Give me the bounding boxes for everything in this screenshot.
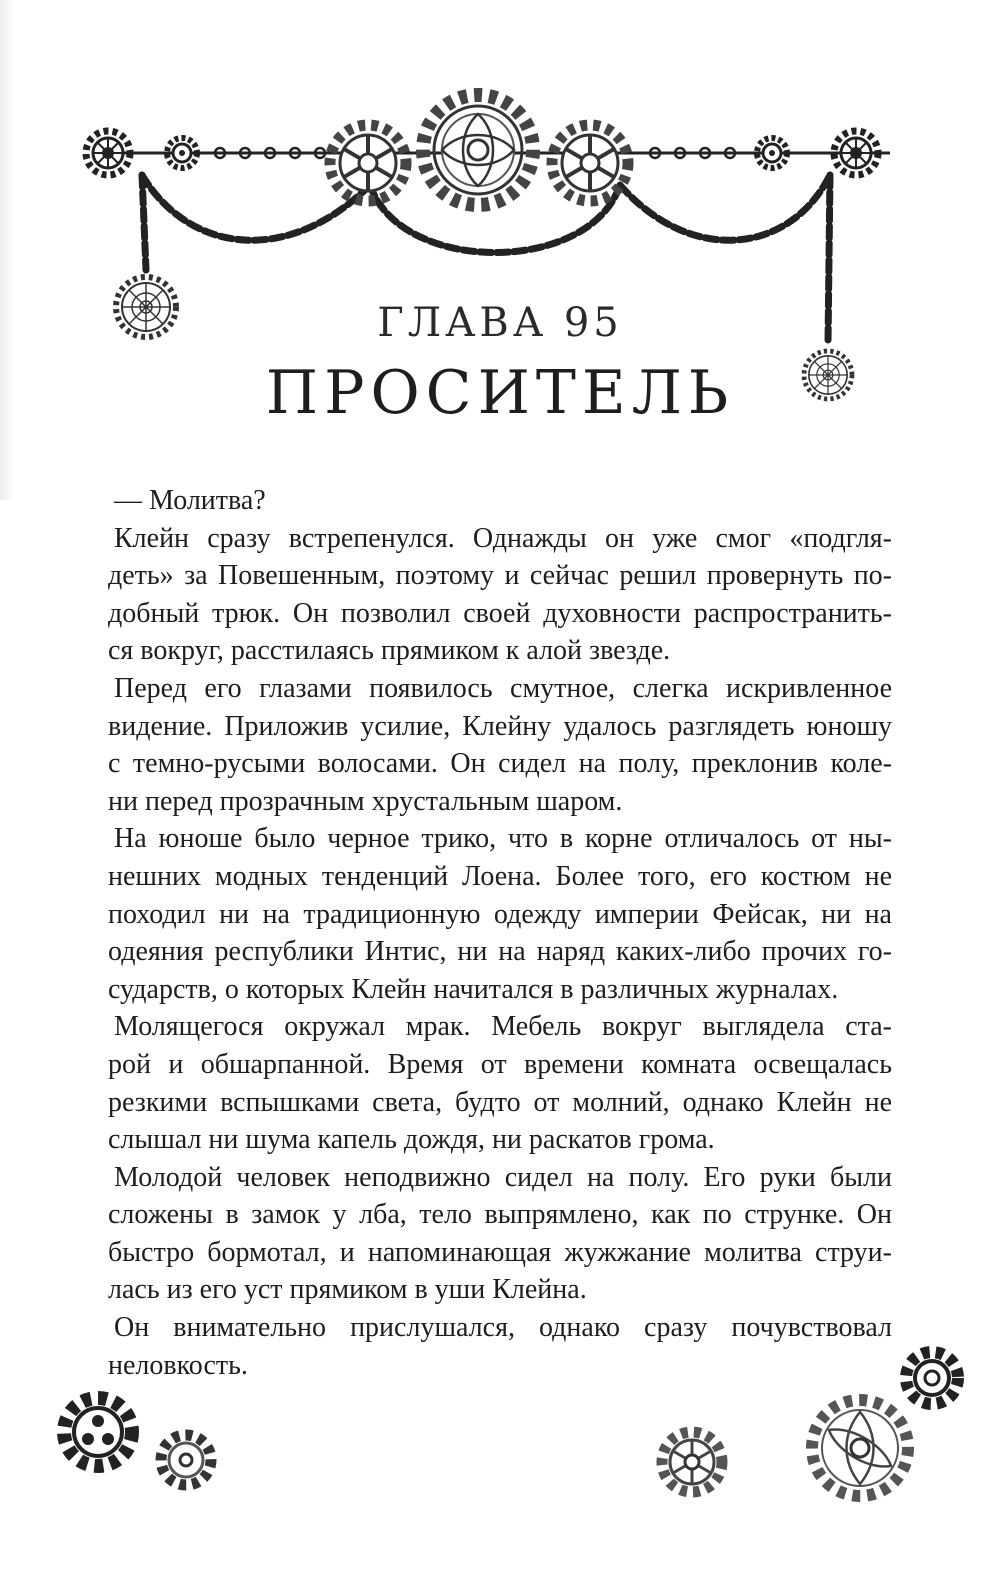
text-line: резкими вспышками света, будто от молний, однако Клейн не	[108, 1086, 892, 1118]
chapter-body	[108, 482, 892, 1384]
text-line: добный трюк. Он позволил своей духовности распространить-	[108, 597, 892, 629]
text-line: Клейн сразу встрепенулся. Однажды он уже смог «подгля-	[114, 522, 892, 554]
text-line: Перед его глазами появилось смутное, слегка искривленное	[114, 672, 892, 704]
text-line: ни перед прозрачным хрустальным шаром.	[108, 785, 623, 817]
text-line: лась из его уст прямиком в уши Клейна.	[108, 1274, 587, 1306]
text-line: видение. Приложив усилие, Клейну удалось разглядеть юношу	[108, 710, 892, 742]
text-line: рой и обшарпанной. Время от времени комната освещалась	[108, 1048, 892, 1080]
text-line: слышал ни шума капель дождя, ни раскатов грома.	[108, 1124, 715, 1156]
text-line: Он внимательно прислушался, однако сразу почувствовал	[114, 1312, 892, 1344]
text-line: деть» за Повешенным, поэтому и сейчас решил провернуть по-	[108, 560, 892, 592]
text-line: неловкость.	[108, 1349, 248, 1381]
text-line: Молящегося окружал мрак. Мебель вокруг выглядела ста-	[114, 1011, 892, 1043]
text-line: одеяния республики Интис, ни на наряд каких-либо прочих го-	[108, 936, 892, 968]
text-line: походил ни на традиционную одежду империи Фейсак, ни на	[108, 898, 892, 930]
text-line: сложены в замок у лба, тело выпрямлено, как по струнке. Он	[108, 1199, 892, 1231]
chapter-title: ПРОСИТЕЛЬ	[265, 358, 735, 428]
text-line: нешних модных тенденций Лоена. Более того, его костюм не	[108, 860, 892, 892]
text-line: На юноше было черное трико, что в корне отличалось от ны-	[114, 823, 892, 855]
chapter-number: ГЛАВА 95	[377, 300, 623, 346]
text-line: сударств, о которых Клейн начитался в различных журналах.	[108, 973, 839, 1005]
text-line: Молодой человек неподвижно сидел на полу. Его руки были	[114, 1161, 892, 1193]
text-line: ся вокруг, расстилаясь прямиком к алой звезде.	[108, 635, 671, 667]
text-line: — Молитва?	[114, 485, 266, 516]
text-line: быстро бормотал, и напоминающая жужжание молитва струи-	[108, 1236, 892, 1268]
text-line: с темно-русыми волосами. Он сидел на полу, преклонив коле-	[108, 748, 892, 780]
